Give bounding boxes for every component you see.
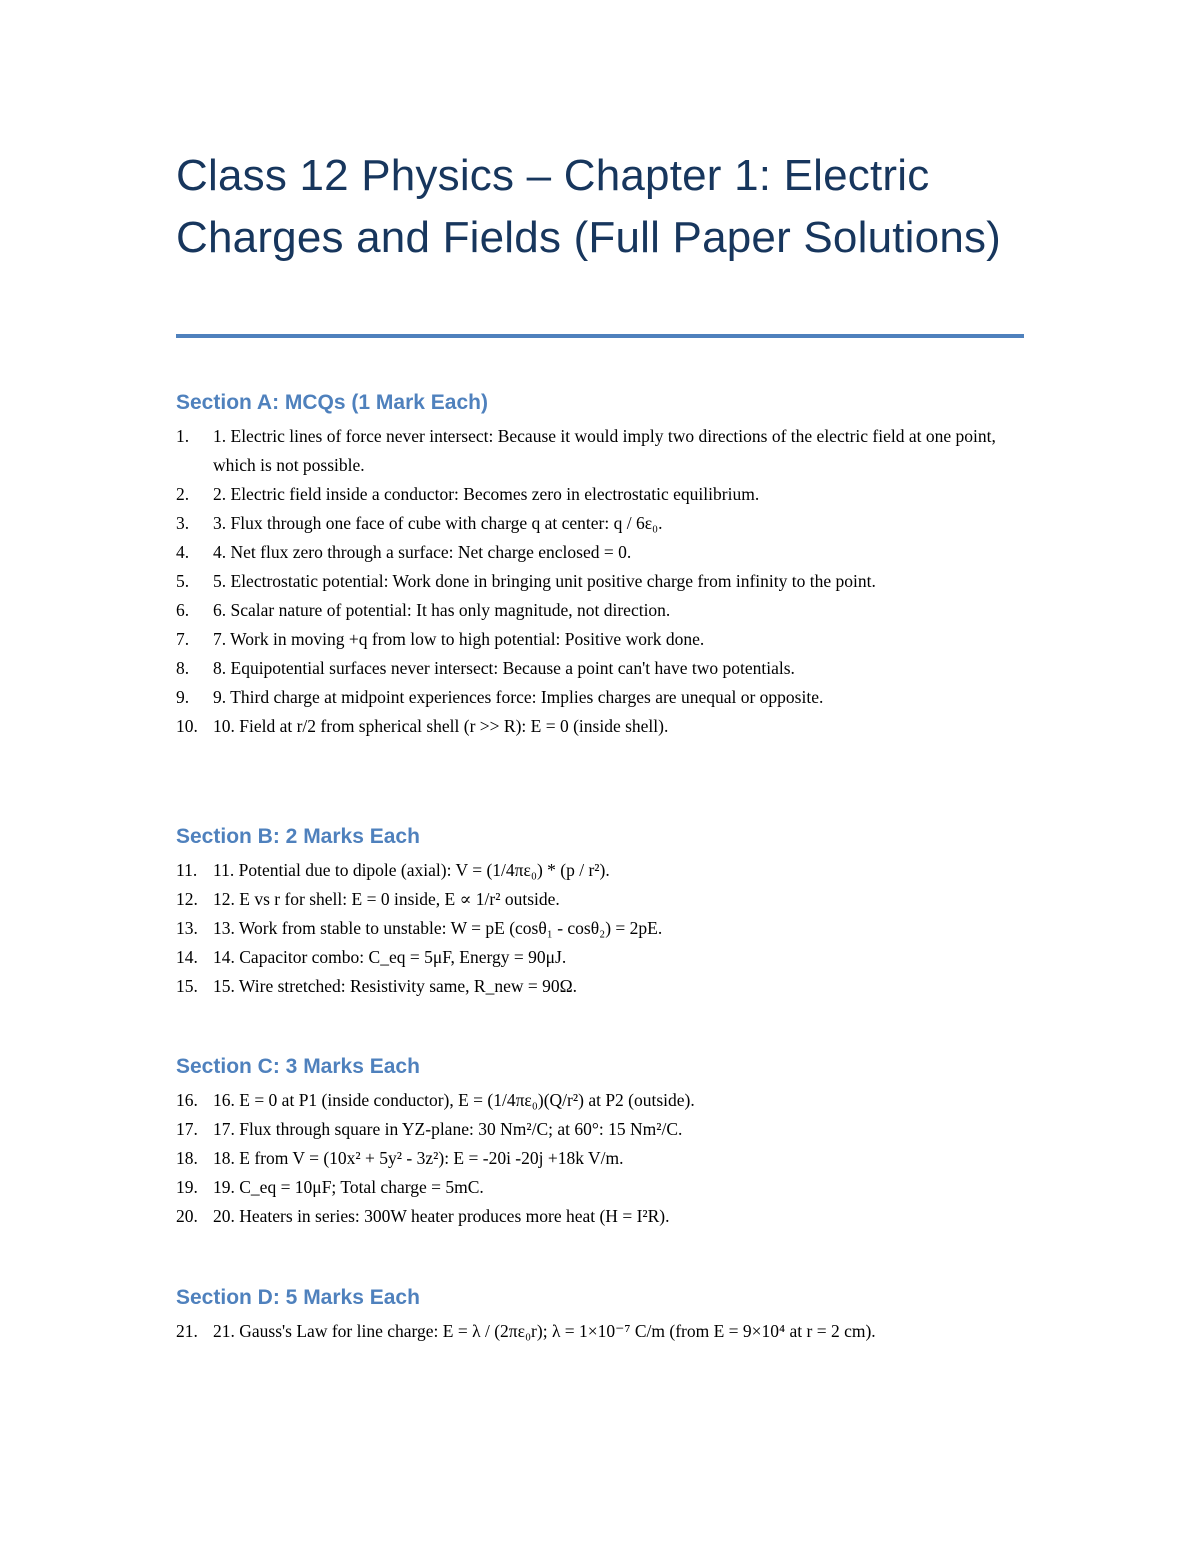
item-number: 10. xyxy=(176,716,198,736)
list-item xyxy=(176,943,1024,972)
list-item xyxy=(176,856,1024,885)
item-text: 11. Potential due to dipole (axial): V = (1/4πε₀) * (p / r²). xyxy=(213,860,610,880)
list-item xyxy=(176,480,1024,509)
list-item xyxy=(176,885,1024,914)
list-item xyxy=(176,596,1024,625)
item-text: 17. Flux through square in YZ-plane: 30 Nm²/C; at 60°: 15 Nm²/C. xyxy=(213,1119,683,1139)
section-b xyxy=(176,822,1024,1001)
item-text: 7. Work in moving +q from low to high potential: Positive work done. xyxy=(213,629,705,649)
section-heading: Section A: MCQs (1 Mark Each) xyxy=(176,391,488,414)
section-a xyxy=(176,388,1024,741)
item-text: 12. E vs r for shell: E = 0 inside, E ∝ 1/r² outside. xyxy=(213,889,560,909)
item-text: 13. Work from stable to unstable: W = pE (cosθ₁ - cosθ₂) = 2pE. xyxy=(213,918,663,938)
item-number: 15. xyxy=(176,976,198,996)
list-item xyxy=(176,712,1024,741)
item-number: 21. xyxy=(176,1321,198,1341)
item-text: 2. Electric field inside a conductor: Becomes zero in electrostatic equilibrium. xyxy=(213,484,760,504)
item-number: 1. xyxy=(176,426,190,446)
item-text: 5. Electrostatic potential: Work done in bringing unit positive charge from infinity to the point. xyxy=(213,571,876,591)
title-underline xyxy=(176,334,1024,338)
list-item xyxy=(176,654,1024,683)
list-item xyxy=(176,538,1024,567)
item-text: 10. Field at r/2 from spherical shell (r >> R): E = 0 (inside shell). xyxy=(213,716,669,736)
item-text: 4. Net flux zero through a surface: Net charge enclosed = 0. xyxy=(213,542,632,562)
section-c xyxy=(176,1052,1024,1231)
item-number: 17. xyxy=(176,1119,198,1139)
item-number: 6. xyxy=(176,600,190,620)
list-item xyxy=(176,1202,1024,1231)
item-number: 19. xyxy=(176,1177,198,1197)
section-d xyxy=(176,1283,1024,1346)
item-text: 14. Capacitor combo: C_eq = 5μF, Energy = 90μJ. xyxy=(213,947,567,967)
item-number: 7. xyxy=(176,629,190,649)
list-item xyxy=(176,1144,1024,1173)
list-item xyxy=(176,1115,1024,1144)
item-number: 2. xyxy=(176,484,190,504)
item-text: 21. Gauss's Law for line charge: E = λ / (2πε₀r); λ = 1×10⁻⁷ C/m (from E = 9×10⁴ at r = 2 cm). xyxy=(213,1321,876,1341)
section-heading: Section C: 3 Marks Each xyxy=(176,1055,420,1078)
item-number: 14. xyxy=(176,947,198,967)
item-text: 18. E from V = (10x² + 5y² - 3z²): E = -20i -20j +18k V/m. xyxy=(213,1148,624,1168)
list-item xyxy=(176,972,1024,1001)
item-number: 5. xyxy=(176,571,190,591)
item-number: 11. xyxy=(176,860,198,880)
list-item xyxy=(176,1086,1024,1115)
item-text: 8. Equipotential surfaces never intersect: Because a point can't have two potentials. xyxy=(213,658,795,678)
section-heading: Section B: 2 Marks Each xyxy=(176,825,420,848)
list-item xyxy=(176,1317,1024,1346)
list-item xyxy=(176,509,1024,538)
document-title: Class 12 Physics – Chapter 1: Electric Charges and Fields (Full Paper Solutions) xyxy=(176,151,1002,262)
item-text: 3. Flux through one face of cube with charge q at center: q / 6ε₀. xyxy=(213,513,663,533)
item-number: 18. xyxy=(176,1148,198,1168)
item-text: 15. Wire stretched: Resistivity same, R_new = 90Ω. xyxy=(213,976,578,996)
item-number: 12. xyxy=(176,889,198,909)
item-number: 4. xyxy=(176,542,190,562)
item-number: 9. xyxy=(176,687,190,707)
item-number: 20. xyxy=(176,1206,198,1226)
item-number: 8. xyxy=(176,658,190,678)
item-text: 20. Heaters in series: 300W heater produces more heat (H = I²R). xyxy=(213,1206,670,1226)
item-text: 1. Electric lines of force never intersect: Because it would imply two directions of the electric field at one point, which is not possible. xyxy=(213,426,996,475)
list-item xyxy=(176,1173,1024,1202)
list-item xyxy=(176,625,1024,654)
list-item xyxy=(176,683,1024,712)
item-text: 19. C_eq = 10μF; Total charge = 5mC. xyxy=(213,1177,484,1197)
item-number: 16. xyxy=(176,1090,198,1110)
item-text: 9. Third charge at midpoint experiences force: Implies charges are unequal or opposite. xyxy=(213,687,824,707)
list-item xyxy=(176,422,1024,480)
section-heading: Section D: 5 Marks Each xyxy=(176,1286,420,1309)
item-text: 16. E = 0 at P1 (inside conductor), E = (1/4πε₀)(Q/r²) at P2 (outside). xyxy=(213,1090,695,1110)
list-item xyxy=(176,567,1024,596)
item-text: 6. Scalar nature of potential: It has only magnitude, not direction. xyxy=(213,600,671,620)
item-number: 13. xyxy=(176,918,198,938)
list-item xyxy=(176,914,1024,943)
item-number: 3. xyxy=(176,513,190,533)
